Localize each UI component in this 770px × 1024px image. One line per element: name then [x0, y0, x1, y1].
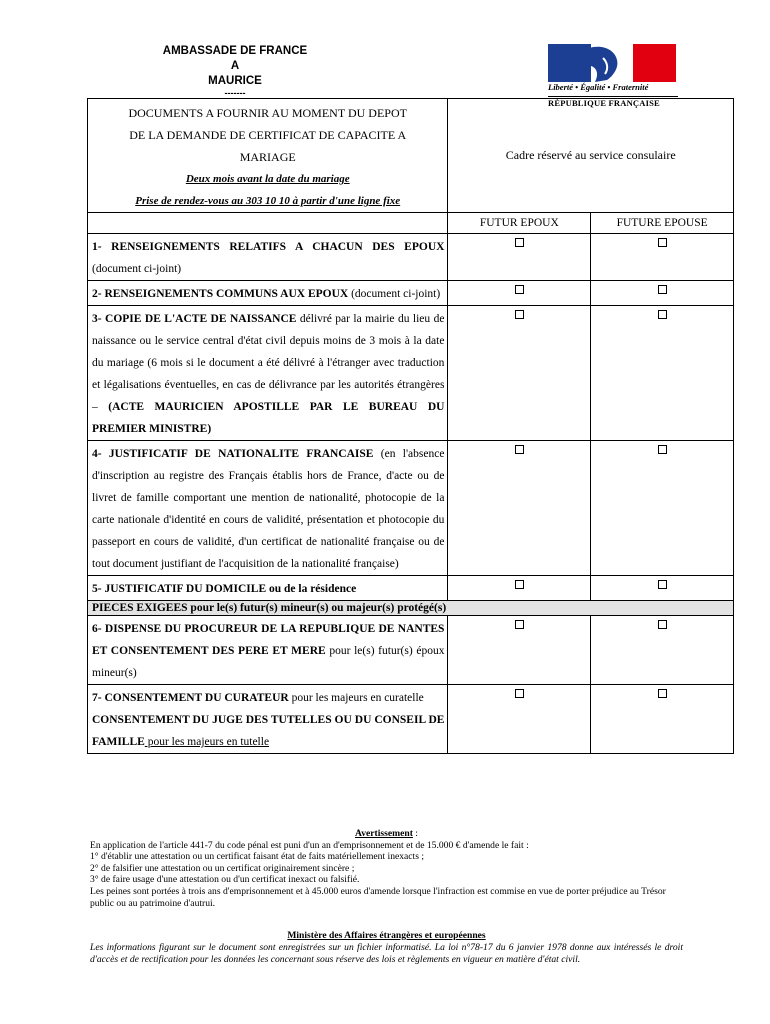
list-item	[88, 441, 734, 576]
consular-reserved-label: Cadre réservé au service consulaire	[505, 148, 676, 162]
embassy-header	[150, 44, 320, 98]
item-7-title: 7- CONSENTEMENT DU CURATEUR	[92, 692, 289, 704]
warning-line-4: 3° de faire usage d'une attestation ou d'un certificat inexact ou falsifié.	[90, 874, 360, 886]
checkbox-epouse-4[interactable]	[591, 441, 734, 576]
checkbox-icon[interactable]	[658, 310, 667, 319]
item-5-title: 5- JUSTIFICATIF DU DOMICILE ou de la résidence	[92, 583, 357, 595]
item-4-text: (en l'absence d'inscription au registre des Français établis hors de France, d'acte ou de livret de famille comportant une mention de nationalité, photocopie de la carte nationale d'identité en cours de validité, présentation et photocopie du passeport en cours de validité, d'un certificat de nationalité française ou de tout document justifiant de l'acquisition de la nationalité française)	[92, 448, 445, 570]
item-4	[88, 441, 448, 576]
section-header-minors	[88, 601, 734, 616]
republic-name: RÉPUBLIQUE FRANÇAISE	[548, 96, 678, 108]
item-1	[88, 234, 448, 281]
warning-line-3: 2° de falsifier une attestation ou un certificat originairement sincère ;	[90, 862, 355, 874]
checkbox-epouse-3[interactable]	[591, 306, 734, 441]
item-7-text: pour les majeurs en curatelle	[288, 692, 424, 704]
warning-line-1: En application de l'article 441-7 du code pénal est puni d'un an d'emprisonnement et de 15.000 € d'amende le fait :	[90, 839, 529, 851]
item-3	[88, 306, 448, 441]
item-2	[88, 281, 448, 306]
title-line-2: DE LA DEMANDE DE CERTIFICAT DE CAPACITE A	[129, 128, 407, 142]
checkbox-icon[interactable]	[658, 620, 667, 629]
checkbox-icon[interactable]	[515, 285, 524, 294]
title-line-3: MARIAGE	[239, 150, 296, 164]
item-6-text: pour le(s) futur(s) époux mineur(s)	[92, 645, 445, 679]
checkbox-epouse-6[interactable]	[591, 616, 734, 685]
checkbox-icon[interactable]	[515, 445, 524, 454]
checkbox-epoux-5[interactable]	[448, 576, 591, 601]
column-futur-epoux: FUTUR EPOUX	[448, 213, 591, 234]
list-item	[88, 234, 734, 281]
checkbox-epouse-1[interactable]	[591, 234, 734, 281]
checkbox-epoux-3[interactable]	[448, 306, 591, 441]
checkbox-epoux-2[interactable]	[448, 281, 591, 306]
checkbox-epoux-7[interactable]	[448, 685, 591, 754]
ministry-notice	[90, 930, 683, 965]
item-3-title: 3- COPIE DE L'ACTE DE NAISSANCE	[92, 313, 297, 325]
checkbox-icon[interactable]	[515, 238, 524, 247]
item-7-text-2: pour les majeurs en tutelle	[144, 736, 270, 748]
checkbox-epoux-4[interactable]	[448, 441, 591, 576]
checkbox-icon[interactable]	[658, 689, 667, 698]
list-item	[88, 576, 734, 601]
column-header-row	[88, 213, 734, 234]
item-1-title: 1- RENSEIGNEMENTS RELATIFS A CHACUN DES EPOUX	[92, 241, 445, 253]
warning-title-text: Avertissement	[355, 828, 413, 839]
documents-table	[87, 98, 734, 754]
list-item	[88, 306, 734, 441]
checkbox-icon[interactable]	[515, 310, 524, 319]
warning-line-5: Les peines sont portées à trois ans d'emprisonnement et à 45.000 euros d'amende lorsque l'infraction est commise en vue de porter préjudice au Trésor public ou au patrimoine d'autrui.	[90, 885, 666, 909]
item-5	[88, 576, 448, 601]
warning-notice	[90, 828, 683, 909]
marianne-profile-icon	[581, 44, 624, 82]
embassy-line-2: A	[230, 60, 240, 72]
item-2-text: (document ci-joint)	[348, 288, 441, 300]
title-line-1: DOCUMENTS A FOURNIR AU MOMENT DU DEPOT	[128, 106, 407, 120]
column-header-spacer	[88, 213, 448, 234]
checkbox-icon[interactable]	[658, 445, 667, 454]
warning-title	[90, 828, 683, 840]
checkbox-icon[interactable]	[515, 580, 524, 589]
form-title	[88, 99, 448, 213]
warning-line-2: 1° d'établir une attestation ou un certificat faisant état de faits matériellement inexacts ;	[90, 851, 425, 863]
embassy-line-1: AMBASSADE DE FRANCE	[162, 45, 308, 57]
list-item	[88, 616, 734, 685]
list-item	[88, 281, 734, 306]
item-1-text: (document ci-joint)	[92, 263, 182, 275]
section-title: PIECES EXIGEES pour le(s) futur(s) mineur(s) ou majeur(s) protégé(s)	[88, 601, 734, 616]
checkbox-icon[interactable]	[658, 285, 667, 294]
marianne-flag-icon	[548, 44, 676, 82]
appointment-note: Prise de rendez-vous au 303 10 10 à partir d'une ligne fixe	[135, 195, 401, 207]
checkbox-epouse-7[interactable]	[591, 685, 734, 754]
checkbox-epoux-1[interactable]	[448, 234, 591, 281]
deadline-note: Deux mois avant la date du mariage	[185, 173, 350, 185]
republic-motto: Liberté • Égalité • Fraternité	[548, 82, 649, 92]
item-4-title: 4- JUSTIFICATIF DE NATIONALITE FRANCAISE	[92, 448, 374, 460]
item-3-apostille: (ACTE MAURICIEN APOSTILLE PAR LE BUREAU DU PREMIER MINISTRE)	[92, 401, 445, 435]
embassy-line-4: -------	[224, 88, 246, 98]
warning-title-suffix: :	[412, 828, 418, 839]
ministry-body: Les informations figurant sur le document sont enregistrées sur un fichier informatisé. La loi n°78-17 du 6 janvier 1978 donne aux intéressés le droit d'accès et de rectification pour les données les concernant sous réserve des lois et règlements en vigueur en matière d'état civil.	[90, 941, 683, 965]
item-7-title-2: CONSENTEMENT DU JUGE DES TUTELLES OU DU CONSEIL DE FAMILLE	[92, 714, 445, 748]
embassy-line-3: MAURICE	[208, 75, 262, 87]
checkbox-epoux-6[interactable]	[448, 616, 591, 685]
item-6-title: 6- DISPENSE DU PROCUREUR DE LA REPUBLIQUE DE NANTES ET CONSENTEMENT DES PERE ET MERE	[92, 623, 445, 657]
checkbox-icon[interactable]	[658, 580, 667, 589]
checkbox-epouse-2[interactable]	[591, 281, 734, 306]
item-3-text: délivré par la mairie du lieu de naissance ou le service central d'état civil depuis moins de 3 mois à la date du mariage (6 mois si le document a été délivré à l'étranger avec traduction et légalisations éventuelles, en cas de délivrance par les autorités étrangères –	[92, 313, 445, 413]
consular-reserved-box	[448, 99, 734, 213]
item-7	[88, 685, 448, 754]
checkbox-epouse-5[interactable]	[591, 576, 734, 601]
table-header-row	[88, 99, 734, 213]
checkbox-icon[interactable]	[515, 620, 524, 629]
item-6	[88, 616, 448, 685]
checkbox-icon[interactable]	[515, 689, 524, 698]
checkbox-icon[interactable]	[658, 238, 667, 247]
item-2-title: 2- RENSEIGNEMENTS COMMUNS AUX EPOUX	[92, 288, 349, 300]
ministry-title: Ministère des Affaires étrangères et européennes	[287, 930, 486, 941]
column-future-epouse: FUTURE EPOUSE	[591, 213, 734, 234]
list-item	[88, 685, 734, 754]
